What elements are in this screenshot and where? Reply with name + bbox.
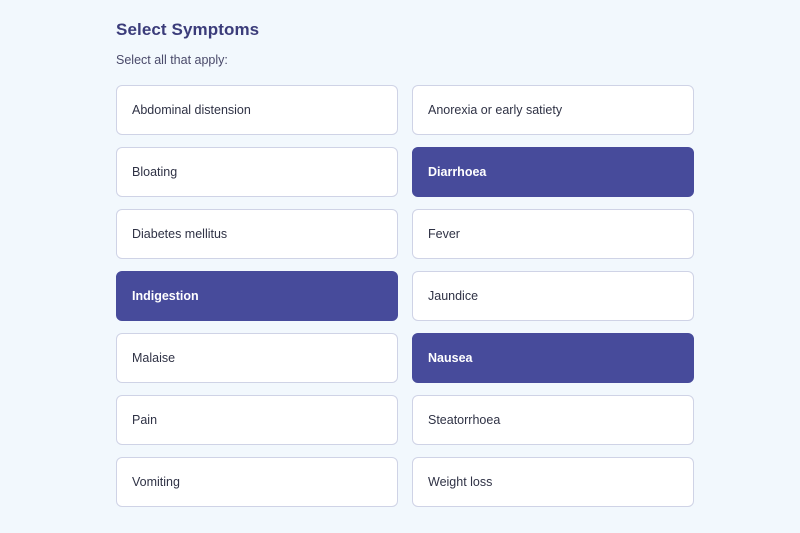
symptom-option-label: Steatorrhoea [428, 413, 501, 427]
symptom-option-jaundice[interactable] [412, 271, 694, 321]
symptom-option-diarrhoea[interactable] [412, 147, 694, 197]
symptom-option-label: Bloating [132, 165, 178, 179]
symptom-option-label: Fever [428, 227, 460, 241]
symptom-option-weight-loss[interactable] [412, 457, 694, 507]
symptom-option-indigestion[interactable] [116, 271, 398, 321]
symptom-option-diabetes-mellitus[interactable] [116, 209, 398, 259]
symptom-option-label: Pain [132, 413, 158, 427]
symptom-option-abdominal-distension[interactable] [116, 85, 398, 135]
symptom-option-pain[interactable] [116, 395, 398, 445]
symptom-option-fever[interactable] [412, 209, 694, 259]
symptom-option-label: Jaundice [428, 289, 479, 303]
page-title: Select Symptoms [116, 20, 260, 39]
symptom-option-label: Vomiting [132, 475, 180, 489]
symptom-option-steatorrhoea[interactable] [412, 395, 694, 445]
symptom-option-bloating[interactable] [116, 147, 398, 197]
symptom-option-nausea[interactable] [412, 333, 694, 383]
symptom-panel [116, 0, 694, 507]
symptom-option-label: Diarrhoea [428, 165, 487, 179]
symptom-option-label: Abdominal distension [132, 103, 251, 117]
symptom-option-label: Indigestion [132, 289, 199, 303]
page-subtitle: Select all that apply: [116, 53, 228, 67]
symptom-option-label: Nausea [428, 351, 473, 365]
symptom-option-anorexia-or-early-satiety[interactable] [412, 85, 694, 135]
symptom-options-grid [116, 85, 694, 507]
symptom-option-label: Weight loss [428, 475, 493, 489]
symptom-option-vomiting[interactable] [116, 457, 398, 507]
symptom-option-label: Anorexia or early satiety [428, 103, 563, 117]
symptom-option-label: Diabetes mellitus [132, 227, 228, 241]
symptom-option-malaise[interactable] [116, 333, 398, 383]
symptom-option-label: Malaise [132, 351, 176, 365]
